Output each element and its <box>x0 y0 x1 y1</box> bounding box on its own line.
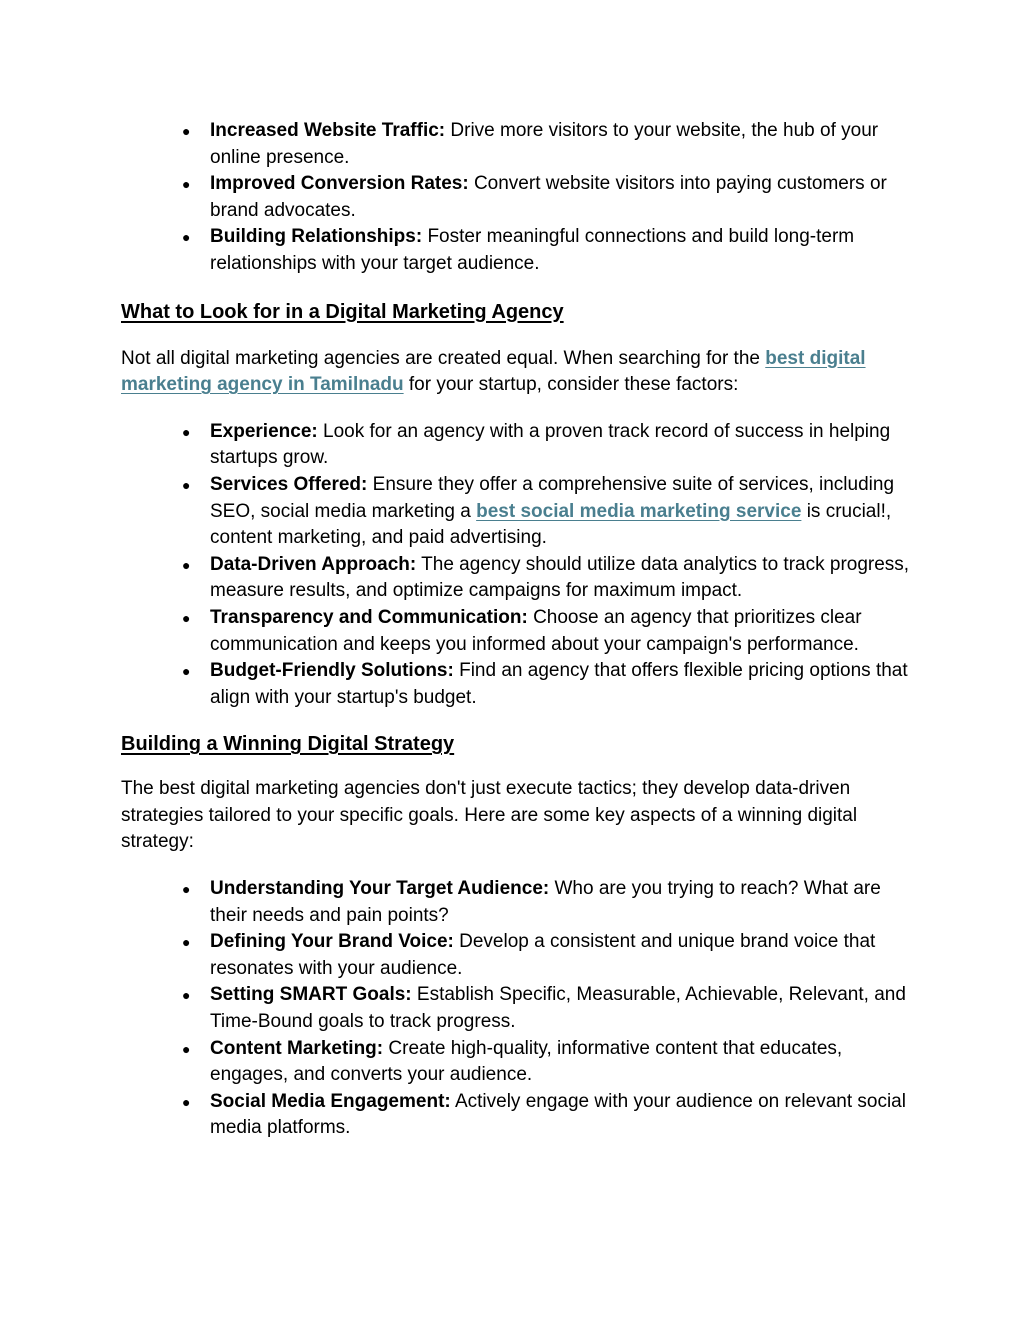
list-item-term: Budget-Friendly Solutions: <box>210 660 454 682</box>
list-item <box>182 982 911 1035</box>
list-item-description: Actively engage with your audience on relevant social media platforms. <box>210 1090 906 1139</box>
list-item <box>182 118 911 171</box>
bullet-icon: ● <box>182 423 191 440</box>
list-item <box>182 171 911 224</box>
list-item <box>182 605 911 658</box>
strategy-aspects-list <box>121 876 911 1142</box>
benefits-list <box>121 118 911 278</box>
list-item-term: Services Offered: <box>210 473 368 495</box>
list-item-description: is crucial!, content marketing, and paid advertising. <box>210 500 892 549</box>
list-item-description: Foster meaningful connections and build long-term relationships with your target audience. <box>210 226 855 274</box>
list-item-term: Defining Your Brand Voice: <box>210 931 454 953</box>
list-item-description: Who are you trying to reach? What are their needs and pain points? <box>210 878 881 926</box>
bullet-icon: ● <box>182 556 191 573</box>
bullet-icon: ● <box>182 609 191 626</box>
list-item-description: The agency should utilize data analytics to track progress, measure results, and optimize campaigns for maximum impact. <box>210 553 910 602</box>
list-item-term: Improved Conversion Rates: <box>210 173 469 195</box>
best-social-media-marketing-service-link[interactable]: best social media marketing service <box>476 500 802 522</box>
intro-paragraph <box>121 346 911 399</box>
bullet-icon: ● <box>182 176 191 193</box>
list-item <box>182 419 911 472</box>
list-item <box>182 1089 911 1142</box>
list-item <box>182 552 911 605</box>
list-item <box>182 929 911 982</box>
list-item <box>182 658 911 711</box>
bullet-icon: ● <box>182 476 191 493</box>
list-item-description: Ensure they offer a comprehensive suite of services, including SEO, social media marketing a <box>210 473 895 522</box>
document-body <box>121 118 911 1142</box>
bullet-icon: ● <box>182 663 191 680</box>
list-item-term: Setting SMART Goals: <box>210 984 412 1006</box>
bullet-icon: ● <box>182 229 191 246</box>
bullet-icon: ● <box>182 123 191 139</box>
list-item <box>182 224 911 277</box>
list-item-term: Content Marketing: <box>210 1037 384 1059</box>
list-item-description: Look for an agency with a proven track record of success in helping startups grow. <box>210 420 891 469</box>
list-item-term: Social Media Engagement: <box>210 1090 451 1112</box>
list-item-description: Choose an agency that prioritizes clear communication and keeps you informed about your campaign's performance. <box>210 606 862 655</box>
list-item <box>182 876 911 929</box>
paragraph-text: Not all digital marketing agencies are created equal. When searching for the <box>121 347 760 369</box>
section-heading-digital-strategy: Building a Winning Digital Strategy <box>121 733 455 756</box>
list-item <box>182 1036 911 1089</box>
section-heading-agency-criteria: What to Look for in a Digital Marketing Agency <box>121 300 564 323</box>
strategy-paragraph: The best digital marketing agencies don't just execute tactics; they develop data-driven strategies tailored to your specific goals. Here are some key aspects of a winning digital strategy: <box>121 778 858 853</box>
bullet-icon: ● <box>182 987 191 1004</box>
list-item-term: Experience: <box>210 420 318 442</box>
list-item-term: Data-Driven Approach: <box>210 553 417 575</box>
list-item-description: Develop a consistent and unique brand voice that resonates with your audience. <box>210 931 876 979</box>
list-item-term: Increased Website Traffic: <box>210 120 446 141</box>
list-item-description: Establish Specific, Measurable, Achievable, Relevant, and Time-Bound goals to track progress. <box>210 984 906 1033</box>
best-digital-marketing-agency-link[interactable]: best digital marketing agency in Tamilnadu <box>121 347 866 396</box>
bullet-icon: ● <box>182 1093 191 1110</box>
list-item-term: Transparency and Communication: <box>210 606 528 628</box>
bullet-icon: ● <box>182 881 191 898</box>
paragraph-text: for your startup, consider these factors: <box>408 374 739 396</box>
list-item <box>182 472 911 552</box>
list-item-description: Create high-quality, informative content that educates, engages, and converts your audience. <box>210 1037 843 1086</box>
bullet-icon: ● <box>182 934 191 951</box>
list-item-description: Convert website visitors into paying customers or brand advocates. <box>210 173 887 221</box>
bullet-icon: ● <box>182 1040 191 1057</box>
list-item-term: Understanding Your Target Audience: <box>210 878 550 900</box>
list-item-description: Find an agency that offers flexible pricing options that align with your startup's budget. <box>210 660 908 708</box>
agency-factors-list <box>121 419 911 712</box>
list-item-term: Building Relationships: <box>210 226 423 248</box>
list-item-description: Drive more visitors to your website, the hub of your online presence. <box>210 120 879 168</box>
